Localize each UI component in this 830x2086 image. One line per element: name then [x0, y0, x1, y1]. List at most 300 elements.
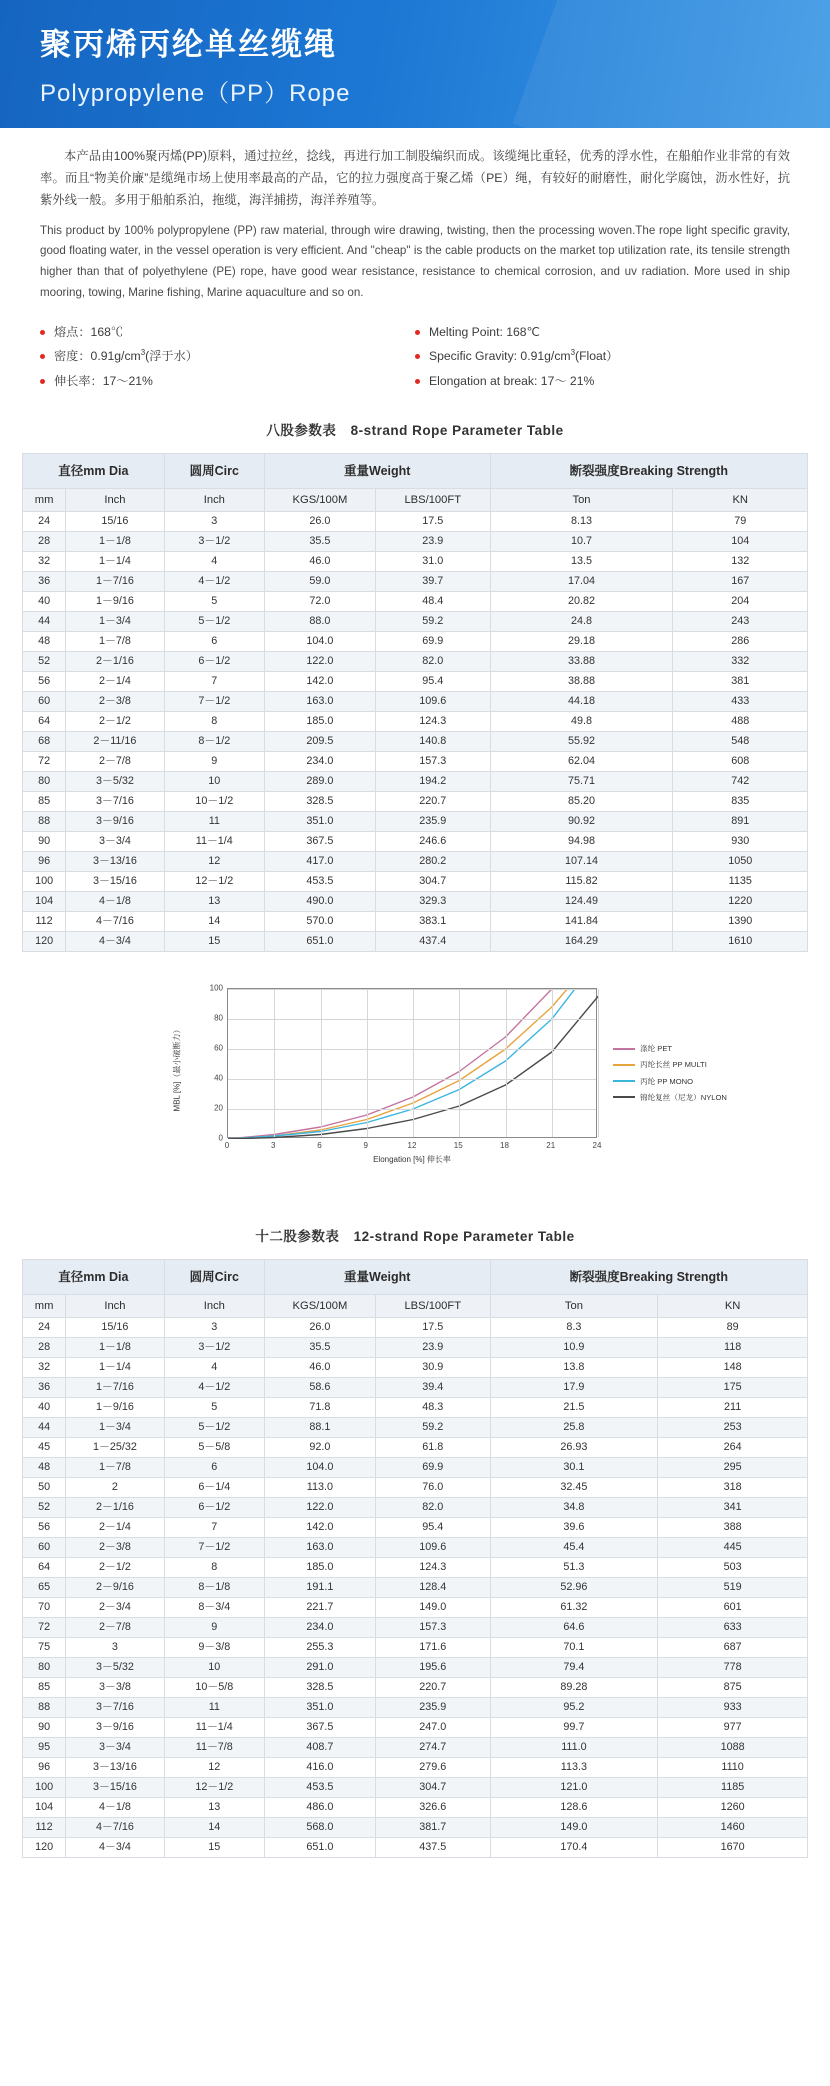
table-cell: 6－1/2	[164, 652, 264, 672]
table-cell: 68	[23, 732, 66, 752]
table-row	[23, 652, 808, 672]
table-cell: 453.5	[264, 872, 375, 892]
table-cell: 2－1/16	[66, 1498, 165, 1518]
table-cell: 142.0	[264, 1518, 375, 1538]
table-cell: 15	[164, 932, 264, 952]
table-cell: 253	[658, 1418, 808, 1438]
table-cell: 59.0	[264, 572, 375, 592]
table-row	[23, 1698, 808, 1718]
table-cell: 48	[23, 1458, 66, 1478]
table-cell: 157.3	[375, 1618, 490, 1638]
table-cell: 2－3/8	[66, 1538, 165, 1558]
table-cell: 90	[23, 1718, 66, 1738]
table-group-dia: 直径mm Dia	[23, 454, 165, 489]
table-cell: 235.9	[375, 812, 490, 832]
table-cell: 1－7/8	[66, 1458, 165, 1478]
table-row	[23, 572, 808, 592]
chart-xtick-label: 9	[363, 1141, 368, 1151]
table-cell: 23.9	[375, 1338, 490, 1358]
table-cell: 488	[673, 712, 808, 732]
table-cell: 328.5	[264, 792, 375, 812]
table-cell: 247.0	[375, 1718, 490, 1738]
spec-text: 密度：0.91g/cm	[54, 349, 141, 364]
table-cell: 234.0	[264, 752, 375, 772]
table-cell: 12－1/2	[164, 1778, 264, 1798]
table-cell: 124.49	[490, 892, 673, 912]
table-cell: 26.93	[490, 1438, 658, 1458]
table-cell: 280.2	[375, 852, 490, 872]
table-cell: 3－3/8	[66, 1678, 165, 1698]
chart-legend-swatch	[613, 1080, 635, 1082]
spec-text: 伸长率：17～21%	[54, 373, 153, 388]
table-title-cn: 八股参数表	[266, 423, 337, 439]
table-row	[23, 1438, 808, 1458]
table-cell: 3－15/16	[66, 872, 165, 892]
table-cell: 142.0	[264, 672, 375, 692]
spec-elongation-en	[415, 369, 790, 393]
table-cell: 107.14	[490, 852, 673, 872]
table-cell: 69.9	[375, 632, 490, 652]
col-mm: mm	[23, 1295, 66, 1318]
table-cell: 295	[658, 1458, 808, 1478]
table-row	[23, 1838, 808, 1858]
table-cell: 220.7	[375, 792, 490, 812]
chart-xtick-label: 3	[271, 1141, 276, 1151]
table-cell: 36	[23, 1378, 66, 1398]
table-cell: 3－1/2	[164, 532, 264, 552]
spec-text: Specific Gravity: 0.91g/cm	[429, 349, 571, 364]
chart-xtick-label: 12	[407, 1141, 417, 1151]
chart-gridline-horizontal	[228, 1049, 596, 1050]
table-cell: 52.96	[490, 1578, 658, 1598]
chart-legend-swatch	[613, 1048, 635, 1050]
table-cell: 3－3/4	[66, 832, 165, 852]
table-cell: 1260	[658, 1798, 808, 1818]
table-cell: 367.5	[264, 832, 375, 852]
table-cell: 326.6	[375, 1798, 490, 1818]
table-cell: 7	[164, 672, 264, 692]
table-cell: 3－3/4	[66, 1738, 165, 1758]
col-lbs-100ft: LBS/100FT	[375, 1295, 490, 1318]
table-cell: 1－9/16	[66, 592, 165, 612]
table-cell: 490.0	[264, 892, 375, 912]
table-cell: 437.5	[375, 1838, 490, 1858]
table-cell: 1610	[673, 932, 808, 952]
table-cell: 3－7/16	[66, 792, 165, 812]
table-cell: 45	[23, 1438, 66, 1458]
table-cell: 50	[23, 1478, 66, 1498]
table-cell: 304.7	[375, 1778, 490, 1798]
table-cell: 132	[673, 552, 808, 572]
table-row	[23, 532, 808, 552]
table-cell: 2－7/8	[66, 1618, 165, 1638]
table-cell: 112	[23, 912, 66, 932]
spec-density-en	[415, 344, 790, 368]
table-row	[23, 1778, 808, 1798]
table-cell: 388	[658, 1518, 808, 1538]
table-cell: 25.8	[490, 1418, 658, 1438]
table-cell: 5－5/8	[164, 1438, 264, 1458]
chart-gridline-vertical	[321, 989, 322, 1137]
chart-legend-label: 锦纶复丝（尼龙）NYLON	[640, 1092, 727, 1102]
spec-melting-point-cn	[40, 320, 415, 344]
table-cell: 11－1/4	[164, 1718, 264, 1738]
table-cell: 40	[23, 592, 66, 612]
table-cell: 5	[164, 1398, 264, 1418]
table-cell: 60	[23, 1538, 66, 1558]
table-row	[23, 1718, 808, 1738]
table-cell: 59.2	[375, 1418, 490, 1438]
table-cell: 75.71	[490, 772, 673, 792]
table-cell: 891	[673, 812, 808, 832]
table-cell: 568.0	[264, 1818, 375, 1838]
chart-legend-item	[613, 1044, 727, 1053]
table-cell: 113.3	[490, 1758, 658, 1778]
table-cell: 9－3/8	[164, 1638, 264, 1658]
table-row	[23, 912, 808, 932]
table-cell: 4	[164, 1358, 264, 1378]
table-row	[23, 1738, 808, 1758]
table-cell: 121.0	[490, 1778, 658, 1798]
spec-column-en	[415, 320, 790, 393]
table-row	[23, 892, 808, 912]
table-cell: 235.9	[375, 1698, 490, 1718]
chart-legend-item	[613, 1093, 727, 1102]
col-inch-circ: Inch	[164, 489, 264, 512]
chart-series-line	[228, 989, 575, 1139]
table-cell: 7－1/2	[164, 692, 264, 712]
table-row	[23, 552, 808, 572]
table-subheader-row	[23, 489, 808, 512]
table-cell: 89	[658, 1318, 808, 1338]
table-row	[23, 1558, 808, 1578]
chart-gridline-horizontal	[228, 989, 596, 990]
table-cell: 246.6	[375, 832, 490, 852]
table-cell: 4－7/16	[66, 912, 165, 932]
table-cell: 381.7	[375, 1818, 490, 1838]
table-cell: 3	[164, 512, 264, 532]
table-cell: 351.0	[264, 1698, 375, 1718]
chart-ytick-label: 0	[218, 1133, 223, 1143]
table-cell: 149.0	[490, 1818, 658, 1838]
table-cell: 1670	[658, 1838, 808, 1858]
table-cell: 608	[673, 752, 808, 772]
page-title-cn: 聚丙烯丙纶单丝缆绳	[40, 27, 337, 62]
table-cell: 601	[658, 1598, 808, 1618]
table-row	[23, 1378, 808, 1398]
intro-paragraph-en: This product by 100% polypropylene (PP) raw material, through wire drawing, twisting, then the processing woven.The rope light specific gravity, good floating water, in the vessel operation is very efficient. And "cheap" is the cable products on the market top utilization rate, its tensile strength higher than that of polyethylene (PE) rope, have good wear resistance, resistance to chemical corrosion, and uv radiation. More used in ship mooring, towing, Marine fishing, Marine aquaculture and so on.	[40, 223, 790, 300]
table-cell: 148	[658, 1358, 808, 1378]
table-cell: 24	[23, 1318, 66, 1338]
table-cell: 10.7	[490, 532, 673, 552]
chart-xtick-label: 6	[317, 1141, 322, 1151]
chart-series-line	[228, 989, 567, 1139]
table-cell: 6	[164, 1458, 264, 1478]
table-cell: 46.0	[264, 1358, 375, 1378]
table-cell: 1－1/4	[66, 1358, 165, 1378]
table-cell: 4－1/8	[66, 1798, 165, 1818]
chart-plot-frame	[227, 988, 597, 1138]
table-cell: 3	[66, 1638, 165, 1658]
table-cell: 32	[23, 552, 66, 572]
table-cell: 115.82	[490, 872, 673, 892]
table-cell: 1－3/4	[66, 1418, 165, 1438]
col-ton: Ton	[490, 489, 673, 512]
table-cell: 1－7/16	[66, 572, 165, 592]
table-cell: 5－1/2	[164, 612, 264, 632]
table-cell: 88	[23, 812, 66, 832]
table-cell: 3－13/16	[66, 852, 165, 872]
table-cell: 417.0	[264, 852, 375, 872]
table-row	[23, 1418, 808, 1438]
table-cell: 167	[673, 572, 808, 592]
table-cell: 1－1/8	[66, 532, 165, 552]
mbl-elongation-chart	[135, 978, 727, 1193]
chart-series-line	[228, 989, 552, 1139]
chart-xtick-label: 21	[546, 1141, 556, 1151]
table-group-circ: 圆周Circ	[164, 454, 264, 489]
col-inch-dia: Inch	[66, 1295, 165, 1318]
table-cell: 163.0	[264, 1538, 375, 1558]
table-cell: 70.1	[490, 1638, 658, 1658]
table-cell: 82.0	[375, 1498, 490, 1518]
table-cell: 1－3/4	[66, 612, 165, 632]
table-cell: 10	[164, 772, 264, 792]
spec-tail: (Float）	[575, 349, 619, 364]
table-cell: 140.8	[375, 732, 490, 752]
table-title-en: 12-strand Rope Parameter Table	[353, 1229, 575, 1245]
table-cell: 7－1/2	[164, 1538, 264, 1558]
spec-elongation-cn	[40, 369, 415, 393]
chart-gridline-vertical	[274, 989, 275, 1137]
table-cell: 39.6	[490, 1518, 658, 1538]
table-row	[23, 932, 808, 952]
chart-gridline-vertical	[552, 989, 553, 1137]
table-cell: 1－7/8	[66, 632, 165, 652]
table-row	[23, 1518, 808, 1538]
table-group-dia: 直径mm Dia	[23, 1260, 165, 1295]
spec-melting-point-en	[415, 320, 790, 344]
table-title-8strand	[0, 419, 830, 439]
table-cell: 39.4	[375, 1378, 490, 1398]
table-cell: 6－1/4	[164, 1478, 264, 1498]
table-cell: 367.5	[264, 1718, 375, 1738]
table-cell: 211	[658, 1398, 808, 1418]
table-cell: 75	[23, 1638, 66, 1658]
table-cell: 4	[164, 552, 264, 572]
table-cell: 835	[673, 792, 808, 812]
table-cell: 10－1/2	[164, 792, 264, 812]
table-cell: 120	[23, 1838, 66, 1858]
table-cell: 36	[23, 572, 66, 592]
table-cell: 195.6	[375, 1658, 490, 1678]
table-cell: 17.5	[375, 512, 490, 532]
table-row	[23, 832, 808, 852]
col-kn: KN	[658, 1295, 808, 1318]
table-cell: 7	[164, 1518, 264, 1538]
table-cell: 875	[658, 1678, 808, 1698]
col-inch-circ: Inch	[164, 1295, 264, 1318]
table-row	[23, 1678, 808, 1698]
table-cell: 12	[164, 1758, 264, 1778]
table-cell: 2－3/8	[66, 692, 165, 712]
table-cell: 64	[23, 712, 66, 732]
table-row	[23, 852, 808, 872]
table-cell: 128.6	[490, 1798, 658, 1818]
table-cell: 85.20	[490, 792, 673, 812]
table-cell: 35.5	[264, 532, 375, 552]
chart-gridline-horizontal	[228, 1019, 596, 1020]
table-cell: 72	[23, 752, 66, 772]
table-cell: 2－11/16	[66, 732, 165, 752]
spec-density-cn	[40, 344, 415, 368]
table-cell: 4－1/2	[164, 572, 264, 592]
table-row	[23, 692, 808, 712]
table-cell: 52	[23, 1498, 66, 1518]
table-cell: 8－3/4	[164, 1598, 264, 1618]
table-cell: 977	[658, 1718, 808, 1738]
table-cell: 11	[164, 1698, 264, 1718]
chart-ytick-label: 60	[214, 1043, 223, 1053]
table-cell: 3－7/16	[66, 1698, 165, 1718]
table-cell: 44.18	[490, 692, 673, 712]
table-cell: 95.2	[490, 1698, 658, 1718]
table-cell: 30.9	[375, 1358, 490, 1378]
chart-legend-swatch	[613, 1096, 635, 1098]
table-cell: 12	[164, 852, 264, 872]
chart-xtick-label: 15	[453, 1141, 463, 1151]
table-cell: 26.0	[264, 512, 375, 532]
table-cell: 408.7	[264, 1738, 375, 1758]
table-row	[23, 1478, 808, 1498]
table-cell: 264	[658, 1438, 808, 1458]
table-cell: 94.98	[490, 832, 673, 852]
table-cell: 46.0	[264, 552, 375, 572]
table-cell: 1185	[658, 1778, 808, 1798]
table-cell: 124.3	[375, 712, 490, 732]
chart-ytick-label: 100	[209, 983, 223, 993]
chart-xlabel: Elongation [%] 伸长率	[373, 1155, 451, 1165]
table-cell: 10	[164, 1658, 264, 1678]
table-cell: 109.6	[375, 692, 490, 712]
table-row	[23, 1398, 808, 1418]
table-cell: 1220	[673, 892, 808, 912]
table-cell: 29.18	[490, 632, 673, 652]
table-cell: 51.3	[490, 1558, 658, 1578]
table-title-12strand	[0, 1225, 830, 1245]
table-cell: 95.4	[375, 672, 490, 692]
table-cell: 2－7/8	[66, 752, 165, 772]
table-cell: 4－3/4	[66, 1838, 165, 1858]
table-cell: 61.8	[375, 1438, 490, 1458]
chart-xtick-label: 24	[592, 1141, 602, 1151]
chart-gridline-vertical	[506, 989, 507, 1137]
table-title-cn: 十二股参数表	[255, 1229, 340, 1245]
table-cell: 6	[164, 632, 264, 652]
table-cell: 1050	[673, 852, 808, 872]
table-cell: 289.0	[264, 772, 375, 792]
table-cell: 58.6	[264, 1378, 375, 1398]
table-group-weight: 重量Weight	[264, 1260, 490, 1295]
table-cell: 88	[23, 1698, 66, 1718]
spec-sup: 3	[570, 348, 576, 358]
table-cell: 163.0	[264, 692, 375, 712]
table-cell: 120	[23, 932, 66, 952]
table-cell: 416.0	[264, 1758, 375, 1778]
table-cell: 104.0	[264, 1458, 375, 1478]
table-cell: 48	[23, 632, 66, 652]
page-title-en: Polypropylene（PP）Rope	[40, 79, 351, 107]
table-cell: 486.0	[264, 1798, 375, 1818]
table-cell: 30.1	[490, 1458, 658, 1478]
table-row	[23, 732, 808, 752]
table-row	[23, 1498, 808, 1518]
chart-ylabel: MBL [%]（最小破断力）	[172, 1025, 182, 1112]
table-cell: 933	[658, 1698, 808, 1718]
table-cell: 90.92	[490, 812, 673, 832]
chart-legend	[613, 1044, 727, 1108]
table-cell: 445	[658, 1538, 808, 1558]
table-subheader-row	[23, 1295, 808, 1318]
table-cell: 99.7	[490, 1718, 658, 1738]
table-title-en: 8-strand Rope Parameter Table	[350, 423, 564, 439]
table-8strand	[22, 453, 808, 952]
table-cell: 3－13/16	[66, 1758, 165, 1778]
table-cell: 65	[23, 1578, 66, 1598]
spec-text: Melting Point: 168℃	[429, 325, 541, 340]
table-row	[23, 612, 808, 632]
table-cell: 82.0	[375, 652, 490, 672]
table-cell: 164.29	[490, 932, 673, 952]
table-cell: 48.3	[375, 1398, 490, 1418]
table-cell: 56	[23, 672, 66, 692]
chart-gridline-vertical	[459, 989, 460, 1137]
table-cell: 40	[23, 1398, 66, 1418]
col-inch-dia: Inch	[66, 489, 165, 512]
table-cell: 26.0	[264, 1318, 375, 1338]
table-cell: 175	[658, 1378, 808, 1398]
spec-text: 熔点：168℃	[54, 325, 124, 340]
table-cell: 59.2	[375, 612, 490, 632]
table-cell: 13	[164, 1798, 264, 1818]
table-row	[23, 872, 808, 892]
table-cell: 28	[23, 532, 66, 552]
table-row	[23, 632, 808, 652]
table-cell: 209.5	[264, 732, 375, 752]
table-row	[23, 812, 808, 832]
table-cell: 687	[658, 1638, 808, 1658]
table-cell: 4－1/2	[164, 1378, 264, 1398]
table-cell: 243	[673, 612, 808, 632]
table-cell: 930	[673, 832, 808, 852]
table-cell: 4－7/16	[66, 1818, 165, 1838]
table-cell: 185.0	[264, 1558, 375, 1578]
table-cell: 89.28	[490, 1678, 658, 1698]
table-cell: 286	[673, 632, 808, 652]
table-cell: 1088	[658, 1738, 808, 1758]
table-cell: 3	[164, 1318, 264, 1338]
table-cell: 3－9/16	[66, 1718, 165, 1738]
table-cell: 118	[658, 1338, 808, 1358]
table-cell: 72	[23, 1618, 66, 1638]
table-cell: 2－1/2	[66, 712, 165, 732]
table-cell: 1－1/8	[66, 1338, 165, 1358]
table-cell: 651.0	[264, 1838, 375, 1858]
table-cell: 11－1/4	[164, 832, 264, 852]
table-group-header-row	[23, 1260, 808, 1295]
table-cell: 33.88	[490, 652, 673, 672]
table-cell: 329.3	[375, 892, 490, 912]
